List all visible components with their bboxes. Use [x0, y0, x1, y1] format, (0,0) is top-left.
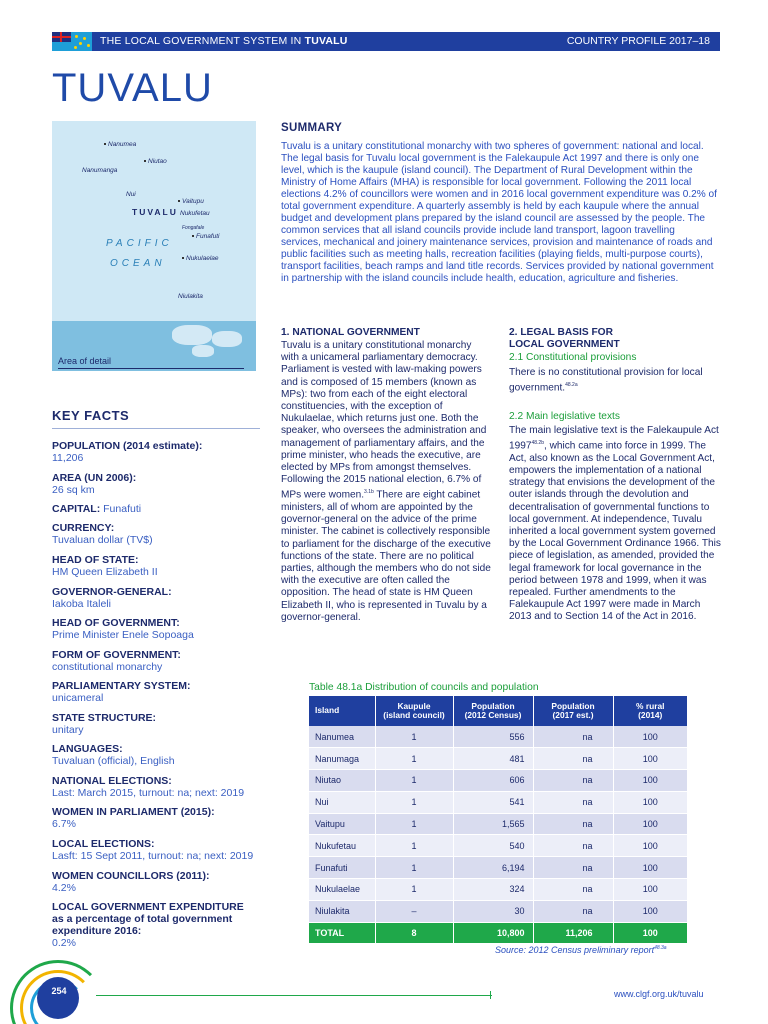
key-fact-women-councillors: WOMEN COUNCILLORS (2011): 4.2% [52, 870, 210, 894]
tuvalu-flag-icon [52, 32, 92, 51]
col-header-kaupule [375, 696, 453, 726]
key-fact-women-in-parliament: WOMEN IN PARLIAMENT (2015): 6.7% [52, 806, 215, 830]
table-cell: 1 [375, 791, 453, 813]
table-row [309, 748, 687, 770]
table-cell: 100 [613, 835, 687, 857]
page-number: 254 [51, 986, 67, 996]
key-fact-local-government-expenditure: LOCAL GOVERNMENT EXPENDITURE as a percentage of total government expenditure 2016: 0.2% [52, 901, 244, 949]
table-row [309, 879, 687, 901]
table-cell: Nanumea [309, 726, 375, 748]
col-header-population-2017 [533, 696, 613, 726]
table-cell: 100 [613, 900, 687, 922]
national-government-heading: 1. NATIONAL GOVERNMENT [281, 327, 420, 338]
table-cell: 100 [613, 813, 687, 835]
councils-population-table [309, 696, 687, 944]
table-cell: 1 [375, 857, 453, 879]
table-cell: 6,194 [453, 857, 533, 879]
table-cell: Vaitupu [309, 813, 375, 835]
col-header-line: Kaupule [397, 700, 431, 711]
map-label-vaitupu: Vaitupu [178, 198, 204, 205]
map-label-nui: Nui [126, 191, 136, 198]
header-left-text: THE LOCAL GOVERNMENT SYSTEM IN TUVALU [100, 35, 348, 47]
table-cell: 30 [453, 900, 533, 922]
map-label-niutao: Niutao [144, 158, 167, 165]
table-row [309, 791, 687, 813]
map-label-nanumanga: Nanumanga [82, 167, 118, 174]
col-header-population-2012 [453, 696, 533, 726]
table-header-row [309, 696, 687, 726]
table-row [309, 857, 687, 879]
area-of-detail-label: Area of detail [58, 356, 112, 366]
col-header-line: Population [551, 700, 595, 711]
footer-rule-end [490, 991, 496, 999]
table-total-row [309, 922, 687, 944]
map-inset [52, 321, 256, 371]
key-fact-state-structure: STATE STRUCTURE: unitary [52, 712, 157, 736]
table-cell: 324 [453, 879, 533, 901]
table-cell: na [533, 900, 613, 922]
key-fact-parliamentary-system: PARLIAMENTARY SYSTEM: unicameral [52, 680, 191, 704]
col-header-line: (2014) [638, 710, 663, 720]
key-fact-population: POPULATION (2014 estimate): 11,206 [52, 440, 203, 464]
table-source: Source: 2012 Census preliminary report$^{48.3a}$ [495, 945, 667, 955]
table-row [309, 726, 687, 748]
table-row [309, 770, 687, 792]
key-fact-currency: CURRENCY: Tuvaluan dollar (TV$) [52, 522, 153, 546]
col-header-line: (island council) [383, 710, 445, 720]
key-facts-heading: KEY FACTS [52, 408, 130, 423]
header-band [52, 32, 720, 51]
country-map [52, 121, 256, 371]
table-cell: 100 [613, 922, 687, 944]
main-legislative-texts-heading: 2.2 Main legislative texts [509, 411, 620, 422]
table-cell: 100 [613, 770, 687, 792]
table-cell: TOTAL [309, 922, 375, 944]
header-right-text: COUNTRY PROFILE 2017–18 [566, 35, 710, 47]
map-label-niulakita: Niulakita [178, 293, 203, 300]
map-label-nukufetau: Nukufetau [180, 210, 210, 217]
table-cell: 1 [375, 770, 453, 792]
table-cell: Niulakita [309, 900, 375, 922]
table-cell: Nanumaga [309, 748, 375, 770]
col-header-line: Population [471, 700, 515, 711]
table-row [309, 835, 687, 857]
table-cell: na [533, 726, 613, 748]
key-fact-languages: LANGUAGES: Tuvaluan (official), English [52, 743, 175, 767]
key-fact-form-of-government: FORM OF GOVERNMENT: constitutional monarchy [52, 649, 181, 673]
footer-rule [96, 995, 492, 996]
table-cell: 100 [613, 791, 687, 813]
table-row [309, 813, 687, 835]
table-cell: na [533, 770, 613, 792]
map-country-label: TUVALU [132, 207, 178, 217]
table-cell: Nui [309, 791, 375, 813]
table-cell: 540 [453, 835, 533, 857]
col-header-rural [613, 696, 687, 726]
col-header-line: (2012 Census) [464, 710, 522, 720]
key-fact-governor-general: GOVERNOR-GENERAL: Iakoba Italeli [52, 586, 172, 610]
table-cell: Nukulaelae [309, 879, 375, 901]
table-cell: na [533, 791, 613, 813]
table-cell: 11,206 [533, 922, 613, 944]
map-sea-label-2: OCEAN [110, 258, 166, 269]
constitutional-provisions-text: There is no constitutional provision for local government.$^{48.2a}$ [509, 367, 703, 394]
table-cell: na [533, 748, 613, 770]
col-header-island: Island [309, 696, 375, 726]
table-cell: 10,800 [453, 922, 533, 944]
table-cell: na [533, 813, 613, 835]
summary-text: Tuvalu is a unitary constitutional monarchy with two spheres of government: national and local. The legal basis for Tuvalu local government is the Falekaupule Act 1997 and there is only one level, which is the kaupule (island council). The Department of Rural Development within the Ministry of Home Affairs (MHA) is responsible for local government. Following the 2011 local elections 4.2% of councillors were women and in 2016 local government expenditure was 0.2% of total government expenditure. A quarterly assembly is held by each kaupule where the annual budget and development plans prepared by the island council are assessed by the people. The common services that all island councils provide include land transport, lagoon travelling services, mechanical and joinery maintenance services, provision and maintenance of roads and public facilities such as meeting halls, recreation facilities (playing fields, multi-purpose courts), transport facilities, beach ramps and land title records. Services provided by national government in partnership with the island councils include health, education, agriculture and fisheries. [281, 141, 717, 284]
map-label-capital: Fongafale [182, 225, 205, 231]
table-cell: 100 [613, 726, 687, 748]
col-header-line: (2017 est.) [552, 710, 594, 720]
national-government-text: Tuvalu is a unitary constitutional monarchy with a unicameral parliamentary democracy. Parliament is vested with law-making powers and is composed of 15 members (known as MPs): two from each of the eight electoral constituencies, with the exception of Nukulaelae, which returns just one. Both the speaker, who oversees the administration and management of parliamentary affairs, and the prime minister, who heads the executive, are elected by MPs from amongst themselves. Following the 2015 national election, 6.7% of MPs were women.$^{3.1b}$ There are eight cabinet ministers, all of whom are appointed by the governor-general on the advice of the prime minister. The cabinet is collectively responsible to parliament for the discharge of the executive functions of the state. There are no political parties, although the members who do not side with the executive are often called the opposition. The head of state is HM Queen Elizabeth II, who is represented in Tuvalu by a governor-general. [281, 340, 491, 623]
map-label-nanumea: Nanumea [104, 141, 136, 148]
table-row [309, 900, 687, 922]
legal-basis-heading: 2. LEGAL BASIS FOR LOCAL GOVERNMENT [509, 327, 620, 350]
table-cell: Niutao [309, 770, 375, 792]
col-header-line: % rural [636, 700, 665, 711]
table-cell: Nukufetau [309, 835, 375, 857]
table-cell: 1 [375, 813, 453, 835]
table-cell: 541 [453, 791, 533, 813]
key-fact-head-of-government: HEAD OF GOVERNMENT: Prime Minister Enele Sopoaga [52, 617, 194, 641]
key-fact-capital: CAPITAL: Funafuti [52, 503, 142, 515]
main-legislative-texts-text: The main legislative text is the Falekaupule Act $1997^{48.2b}$, which came into force in 1999. The Act, also known as the Local Government Act, empowers the implementation of a national strategy that envisions the development of the outer islands through the devolution and decentralisation of governmental functions to local government. At independence, Tuvalu inherited a local government system governed by the Local Government Ordinance 1966. This piece of legislation, as amended, provided the legal framework for local governance in the period between 1978 and 1999, when it was repealed. Further amendments to the Falekaupule Act 1997 were made in March 2013 and to Section 14 of the Act in 2016. [509, 425, 721, 623]
key-fact-local-elections: LOCAL ELECTIONS: Lasft: 15 Sept 2011, turnout: na; next: 2019 [52, 838, 254, 862]
table-cell: na [533, 879, 613, 901]
key-fact-national-elections: NATIONAL ELECTIONS: Last: March 2015, turnout: na; next: 2019 [52, 775, 245, 799]
table-cell: 8 [375, 922, 453, 944]
summary-heading: SUMMARY [281, 122, 343, 134]
constitutional-provisions-heading: 2.1 Constitutional provisions [509, 352, 637, 363]
table-cell: 1 [375, 748, 453, 770]
key-fact-area: AREA (UN 2006): 26 sq km [52, 472, 137, 496]
table-cell: 1 [375, 835, 453, 857]
table-cell: 1,565 [453, 813, 533, 835]
table-cell: 481 [453, 748, 533, 770]
table-cell: 100 [613, 879, 687, 901]
table-cell: Funafuti [309, 857, 375, 879]
footer-url-link[interactable]: www.clgf.org.uk/tuvalu [614, 989, 704, 999]
area-of-detail-rule [58, 368, 244, 369]
map-label-funafuti: Funafuti [192, 233, 220, 240]
key-fact-head-of-state: HEAD OF STATE: HM Queen Elizabeth II [52, 554, 158, 578]
table-cell: 100 [613, 748, 687, 770]
table-cell: 100 [613, 857, 687, 879]
map-label-nukulaelae: Nukulaelae [182, 255, 219, 262]
table-cell: 1 [375, 879, 453, 901]
table-caption: Table 48.1a Distribution of councils and population [309, 682, 539, 693]
table-cell: 606 [453, 770, 533, 792]
key-facts-rule [52, 428, 260, 429]
table-cell: 556 [453, 726, 533, 748]
map-sea-label-1: PACIFIC [106, 238, 173, 249]
table-cell: – [375, 900, 453, 922]
table-cell: na [533, 857, 613, 879]
page-title: TUVALU [52, 66, 213, 110]
table-cell: 1 [375, 726, 453, 748]
table-cell: na [533, 835, 613, 857]
